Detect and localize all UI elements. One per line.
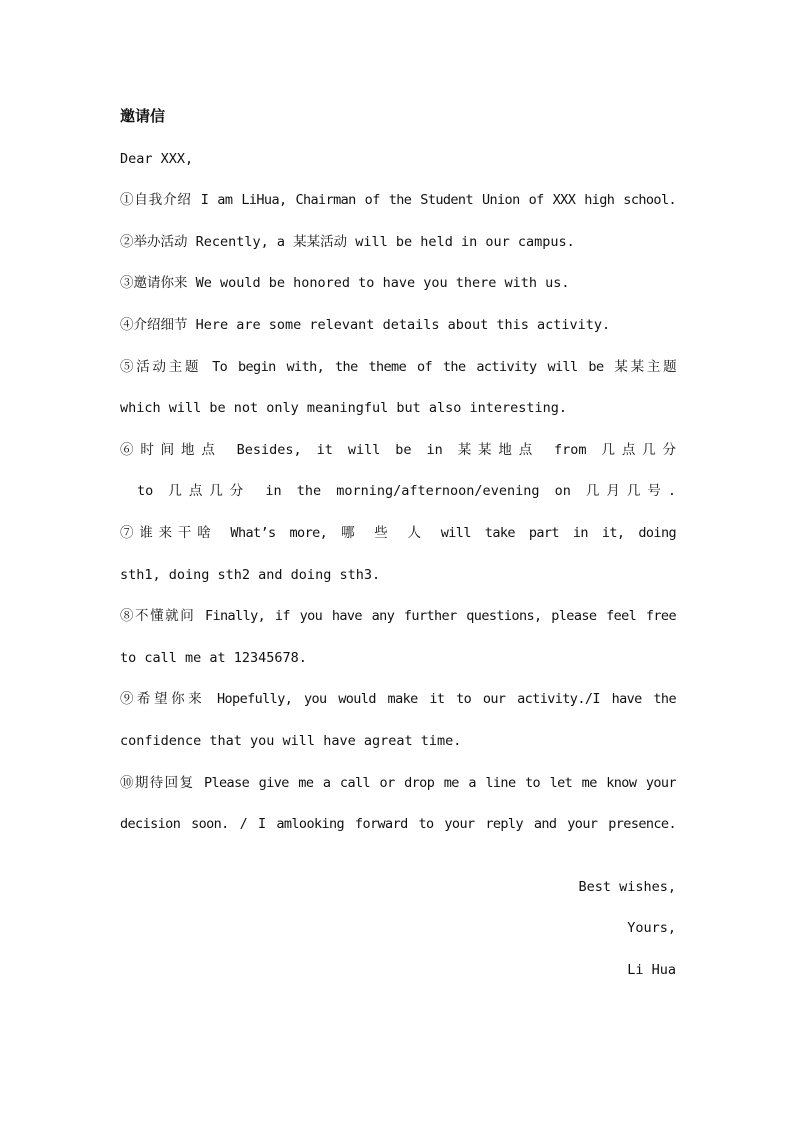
line-hold-activity: ②举办活动 Recently, a 某某活动 will be held in our campus.	[120, 234, 575, 250]
line-participants-continued: sth1, doing sth2 and doing sth3.	[120, 567, 381, 583]
line-time-place-continued: to 几点几分 in the morning/afternoon/evening on 几月几号.	[137, 483, 676, 499]
line-reply-continued: decision soon. / I amlooking forward to your reply and your presence.	[120, 816, 676, 832]
line-hope: ⑨希望你来 Hopefully, you would make it to our activity./I have the	[120, 691, 676, 707]
line-questions: ⑧不懂就问 Finally, if you have any further questions, please feel free	[120, 608, 676, 624]
line-details-intro: ④介绍细节 Here are some relevant details about this activity.	[120, 317, 611, 333]
closing-yours: Yours,	[627, 920, 676, 936]
salutation: Dear XXX,	[120, 151, 194, 167]
line-questions-continued: to call me at 12345678.	[120, 650, 307, 666]
line-hope-continued: confidence that you will have agreat time.	[120, 733, 462, 749]
letter-title: 邀请信	[120, 107, 166, 125]
line-self-introduction: ①自我介绍 I am LiHua, Chairman of the Student Union of XXX high school.	[120, 192, 676, 208]
line-participants: ⑦谁来干啥 What’s more, 哪 些 人 will take part in it, doing	[120, 525, 676, 541]
signature-name: Li Hua	[627, 962, 676, 978]
line-reply: ⑩期待回复 Please give me a call or drop me a line to let me know your	[120, 775, 676, 791]
closing-wishes: Best wishes,	[578, 879, 676, 895]
line-invite: ③邀请你来 We would be honored to have you there with us.	[120, 275, 570, 291]
line-time-place: ⑥时间地点 Besides, it will be in 某某地点 from 几点几分	[120, 442, 676, 458]
line-theme: ⑤活动主题 To begin with, the theme of the activity will be 某某主题	[120, 359, 676, 375]
line-theme-continued: which will be not only meaningful but also interesting.	[120, 400, 568, 416]
